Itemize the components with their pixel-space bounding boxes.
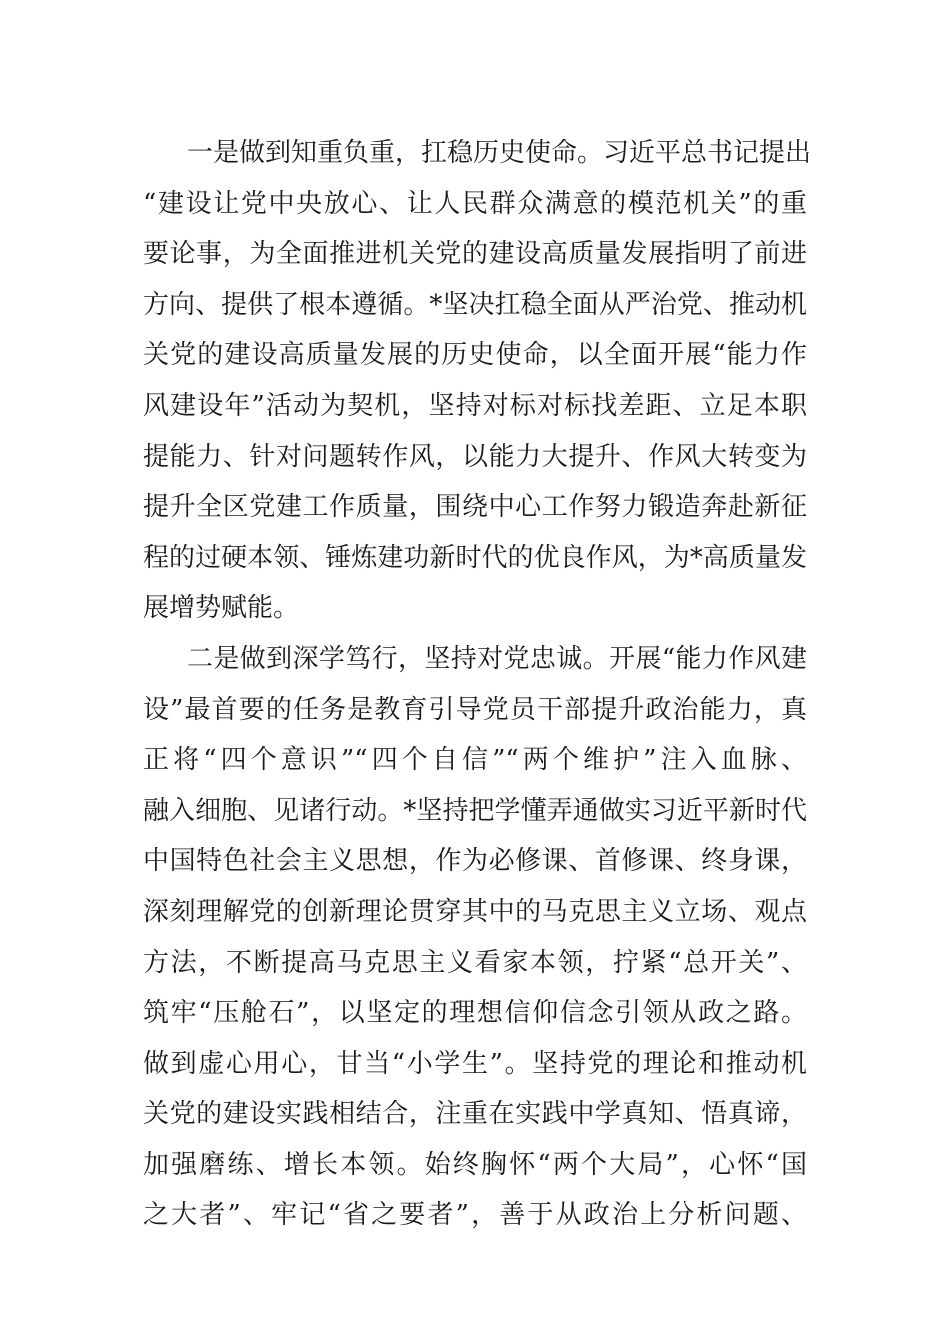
paragraph-1	[143, 128, 812, 634]
text-line: 做到虚心用心，甘当“小学生”。坚持党的理论和推动机	[143, 1048, 807, 1079]
text-line: 方向、提供了根本遵循。*坚决扛稳全面从严治党、推动机	[143, 289, 807, 320]
paragraph-2	[143, 634, 807, 1241]
text-line: 方法，不断提高马克思主义看家本领，拧紧“总开关”、	[143, 947, 807, 978]
text-line: 展增势赋能。	[143, 593, 300, 624]
text-line: 提升全区党建工作质量，围绕中心工作努力锻造奔赴新征	[143, 492, 807, 523]
text-line: 设”最首要的任务是教育引导党员干部提升政治能力，真	[143, 694, 807, 725]
document-body	[143, 128, 812, 1241]
text-line: 关党的建设实践相结合，注重在实践中学真知、悟真谛，	[143, 1099, 807, 1130]
text-line: 程的过硬本领、锤炼建功新时代的优良作风，为*高质量发	[143, 542, 807, 573]
text-line: 关党的建设高质量发展的历史使命，以全面开展“能力作	[143, 340, 807, 371]
text-line: 风建设年”活动为契机，坚持对标对标找差距、立足本职	[143, 390, 807, 421]
text-line: 中国特色社会主义思想，作为必修课、首修课、终身课，	[143, 846, 807, 877]
text-line: 之大者”、牢记“省之要者”，善于从政治上分析问题、	[143, 1200, 807, 1231]
text-line: “建设让党中央放心、让人民群众满意的模范机关”的重	[143, 188, 807, 219]
text-line: 二是做到深学笃行，坚持对党忠诚。开展“能力作风建	[187, 643, 807, 674]
text-line: 深刻理解党的创新理论贯穿其中的马克思主义立场、观点	[143, 896, 807, 927]
text-line: 加强磨练、增长本领。始终胸怀“两个大局”，心怀“国	[143, 1149, 807, 1180]
text-line: 提能力、针对问题转作风，以能力大提升、作风大转变为	[143, 441, 807, 472]
text-line: 筑牢“压舱石”，以坚定的理想信仰信念引领从政之路。	[143, 998, 807, 1029]
text-line: 正将“四个意识”“四个自信”“两个维护”注入血脉、	[143, 745, 807, 776]
text-line: 要论事，为全面推进机关党的建设高质量发展指明了前进	[143, 239, 807, 270]
text-line: 融入细胞、见诸行动。*坚持把学懂弄通做实习近平新时代	[143, 795, 807, 826]
text-line: 一是做到知重负重，扛稳历史使命。习近平总书记提出	[187, 138, 812, 168]
